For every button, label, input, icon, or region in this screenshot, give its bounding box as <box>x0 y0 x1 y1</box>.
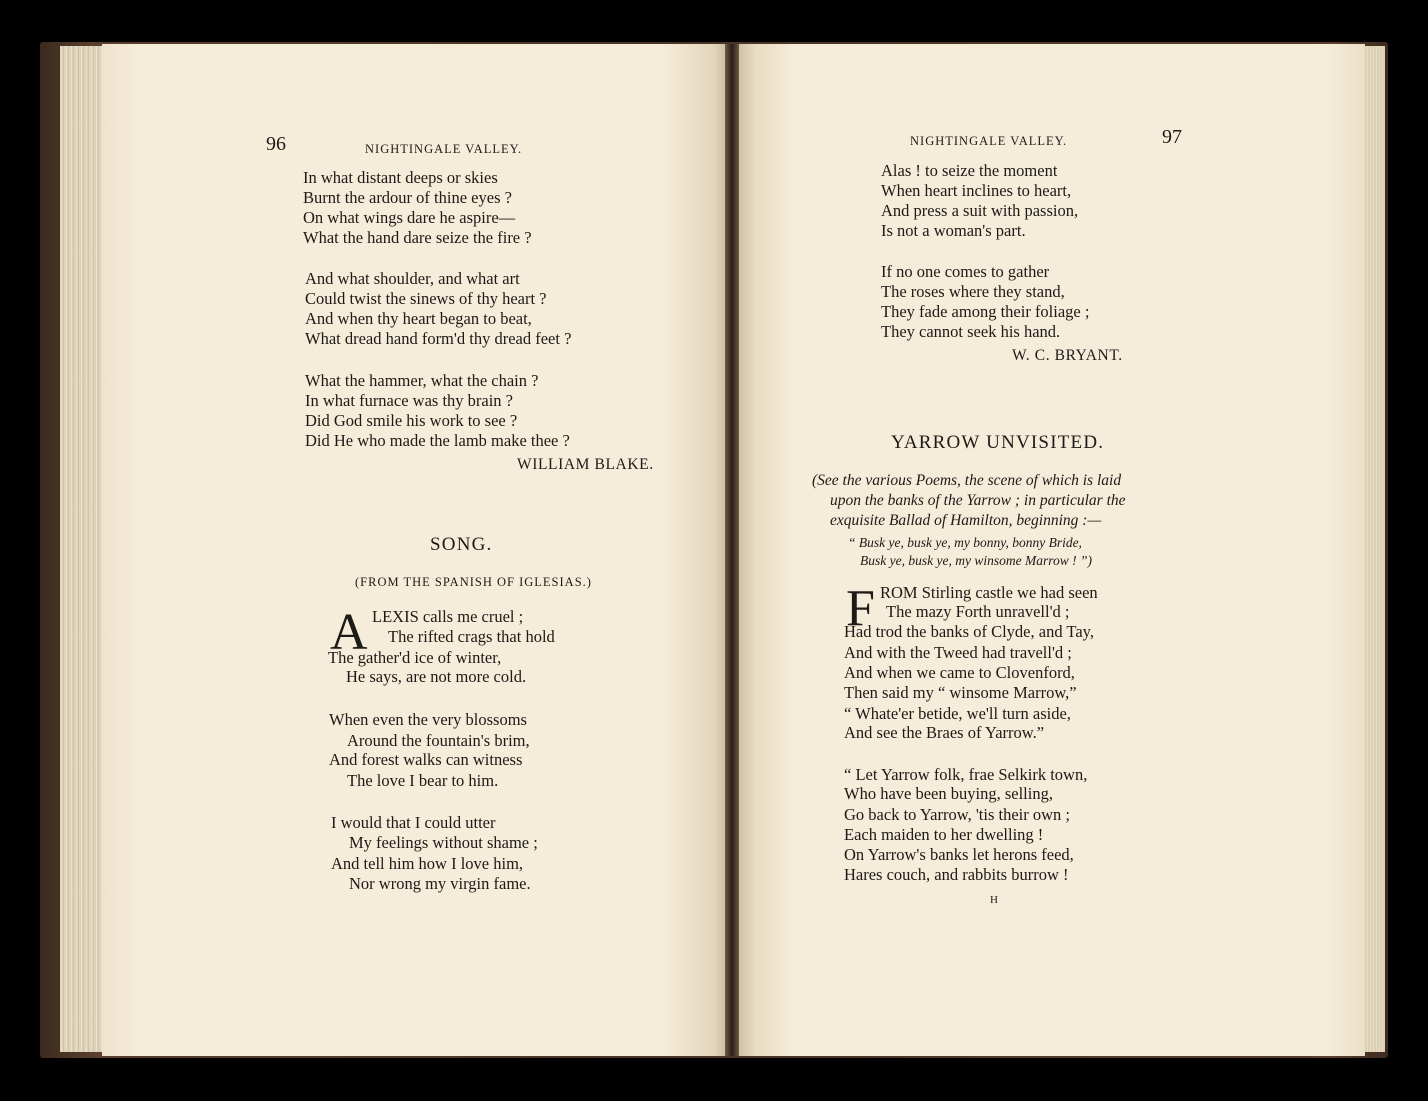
poem-line: And when thy heart began to beat, <box>305 309 532 328</box>
poem-line: Around the fountain's brim, <box>347 731 530 750</box>
poem-line: Could twist the sinews of thy heart ? <box>305 289 547 308</box>
poem-line: Did God smile his work to see ? <box>305 411 518 430</box>
poem-line: My feelings without shame ; <box>349 833 538 852</box>
poem-line: Did He who made the lamb make thee ? <box>305 431 570 450</box>
poem-line: Is not a woman's part. <box>881 221 1026 240</box>
poem-line: And forest walks can witness <box>329 750 523 769</box>
section-title: SONG. <box>430 534 493 555</box>
page-edges-left <box>60 46 104 1052</box>
poem-line: And press a suit with passion, <box>881 201 1079 220</box>
poem-line: On what wings dare he aspire— <box>303 208 516 227</box>
editorial-note-line: (See the various Poems, the scene of which is laid <box>812 472 1122 489</box>
poem-line: Had trod the banks of Clyde, and Tay, <box>844 622 1094 641</box>
poem-line: ROM Stirling castle we had seen <box>880 583 1098 602</box>
running-head-left: NIGHTINGALE VALLEY. <box>365 142 523 156</box>
poem-line: “ Let Yarrow folk, frae Selkirk town, <box>844 765 1088 784</box>
poem-line: Go back to Yarrow, 'tis their own ; <box>844 805 1071 824</box>
poem-line: I would that I could utter <box>331 813 496 832</box>
poem-line: Alas ! to seize the moment <box>881 161 1058 180</box>
poem-line: And with the Tweed had travell'd ; <box>844 643 1072 662</box>
quoted-line: Busk ye, busk ye, my winsome Marrow ! ”) <box>860 553 1092 568</box>
editorial-note-line: exquisite Ballad of Hamilton, beginning :— <box>830 512 1102 529</box>
poem-line: The mazy Forth unravell'd ; <box>886 602 1070 621</box>
poem-line: “ Whate'er betide, we'll turn aside, <box>844 704 1071 723</box>
poem-line: If no one comes to gather <box>881 262 1050 281</box>
poem-line: When even the very blossoms <box>329 710 527 729</box>
poem-line: They fade among their foliage ; <box>881 302 1090 321</box>
poem-line: On Yarrow's banks let herons feed, <box>844 845 1074 864</box>
poem-line: And when we came to Clovenford, <box>844 663 1075 682</box>
quoted-line: “ Busk ye, busk ye, my bonny, bonny Bride, <box>848 535 1082 550</box>
poem-line: The love I bear to him. <box>347 771 499 790</box>
editorial-note-line: upon the banks of the Yarrow ; in particular the <box>830 492 1126 509</box>
poem-line: The gather'd ice of winter, <box>328 648 502 667</box>
poem-line: He says, are not more cold. <box>346 667 527 686</box>
poem-line: What dread hand form'd thy dread feet ? <box>305 329 572 348</box>
poem-line: Then said my “ winsome Marrow,” <box>844 683 1077 702</box>
page-edges-right <box>1363 46 1385 1052</box>
section-subtitle: (FROM THE SPANISH OF IGLESIAS.) <box>355 575 592 589</box>
author-attribution: WILLIAM BLAKE. <box>517 456 654 473</box>
page-number-right: 97 <box>1162 126 1182 148</box>
poem-line: And see the Braes of Yarrow.” <box>844 723 1045 742</box>
poem-line: Burnt the ardour of thine eyes ? <box>303 188 512 207</box>
poem-line: Nor wrong my virgin fame. <box>349 874 531 893</box>
book-gutter <box>725 44 739 1056</box>
poem-line: LEXIS calls me cruel ; <box>372 607 524 626</box>
poem-line: And tell him how I love him, <box>331 854 524 873</box>
running-head-right: NIGHTINGALE VALLEY. <box>910 134 1068 148</box>
poem-line: When heart inclines to heart, <box>881 181 1072 200</box>
poem-line: What the hammer, what the chain ? <box>305 371 539 390</box>
poem-line: What the hand dare seize the fire ? <box>303 228 532 247</box>
poem-line: Hares couch, and rabbits burrow ! <box>844 865 1069 884</box>
poem-line: They cannot seek his hand. <box>881 322 1061 341</box>
page-number-left: 96 <box>266 133 286 155</box>
poem-line: The rifted crags that hold <box>388 627 555 646</box>
author-attribution: W. C. BRYANT. <box>1012 347 1123 364</box>
poem-title: YARROW UNVISITED. <box>891 432 1105 453</box>
poem-line: Each maiden to her dwelling ! <box>844 825 1044 844</box>
signature-mark: H <box>990 894 998 906</box>
poem-line: In what distant deeps or skies <box>303 168 498 187</box>
poem-line: Who have been buying, selling, <box>844 784 1053 803</box>
poem-line: The roses where they stand, <box>881 282 1065 301</box>
drop-cap: A <box>330 604 368 661</box>
poem-line: In what furnace was thy brain ? <box>305 391 513 410</box>
poem-line: And what shoulder, and what art <box>305 269 520 288</box>
drop-cap: F <box>846 580 875 637</box>
